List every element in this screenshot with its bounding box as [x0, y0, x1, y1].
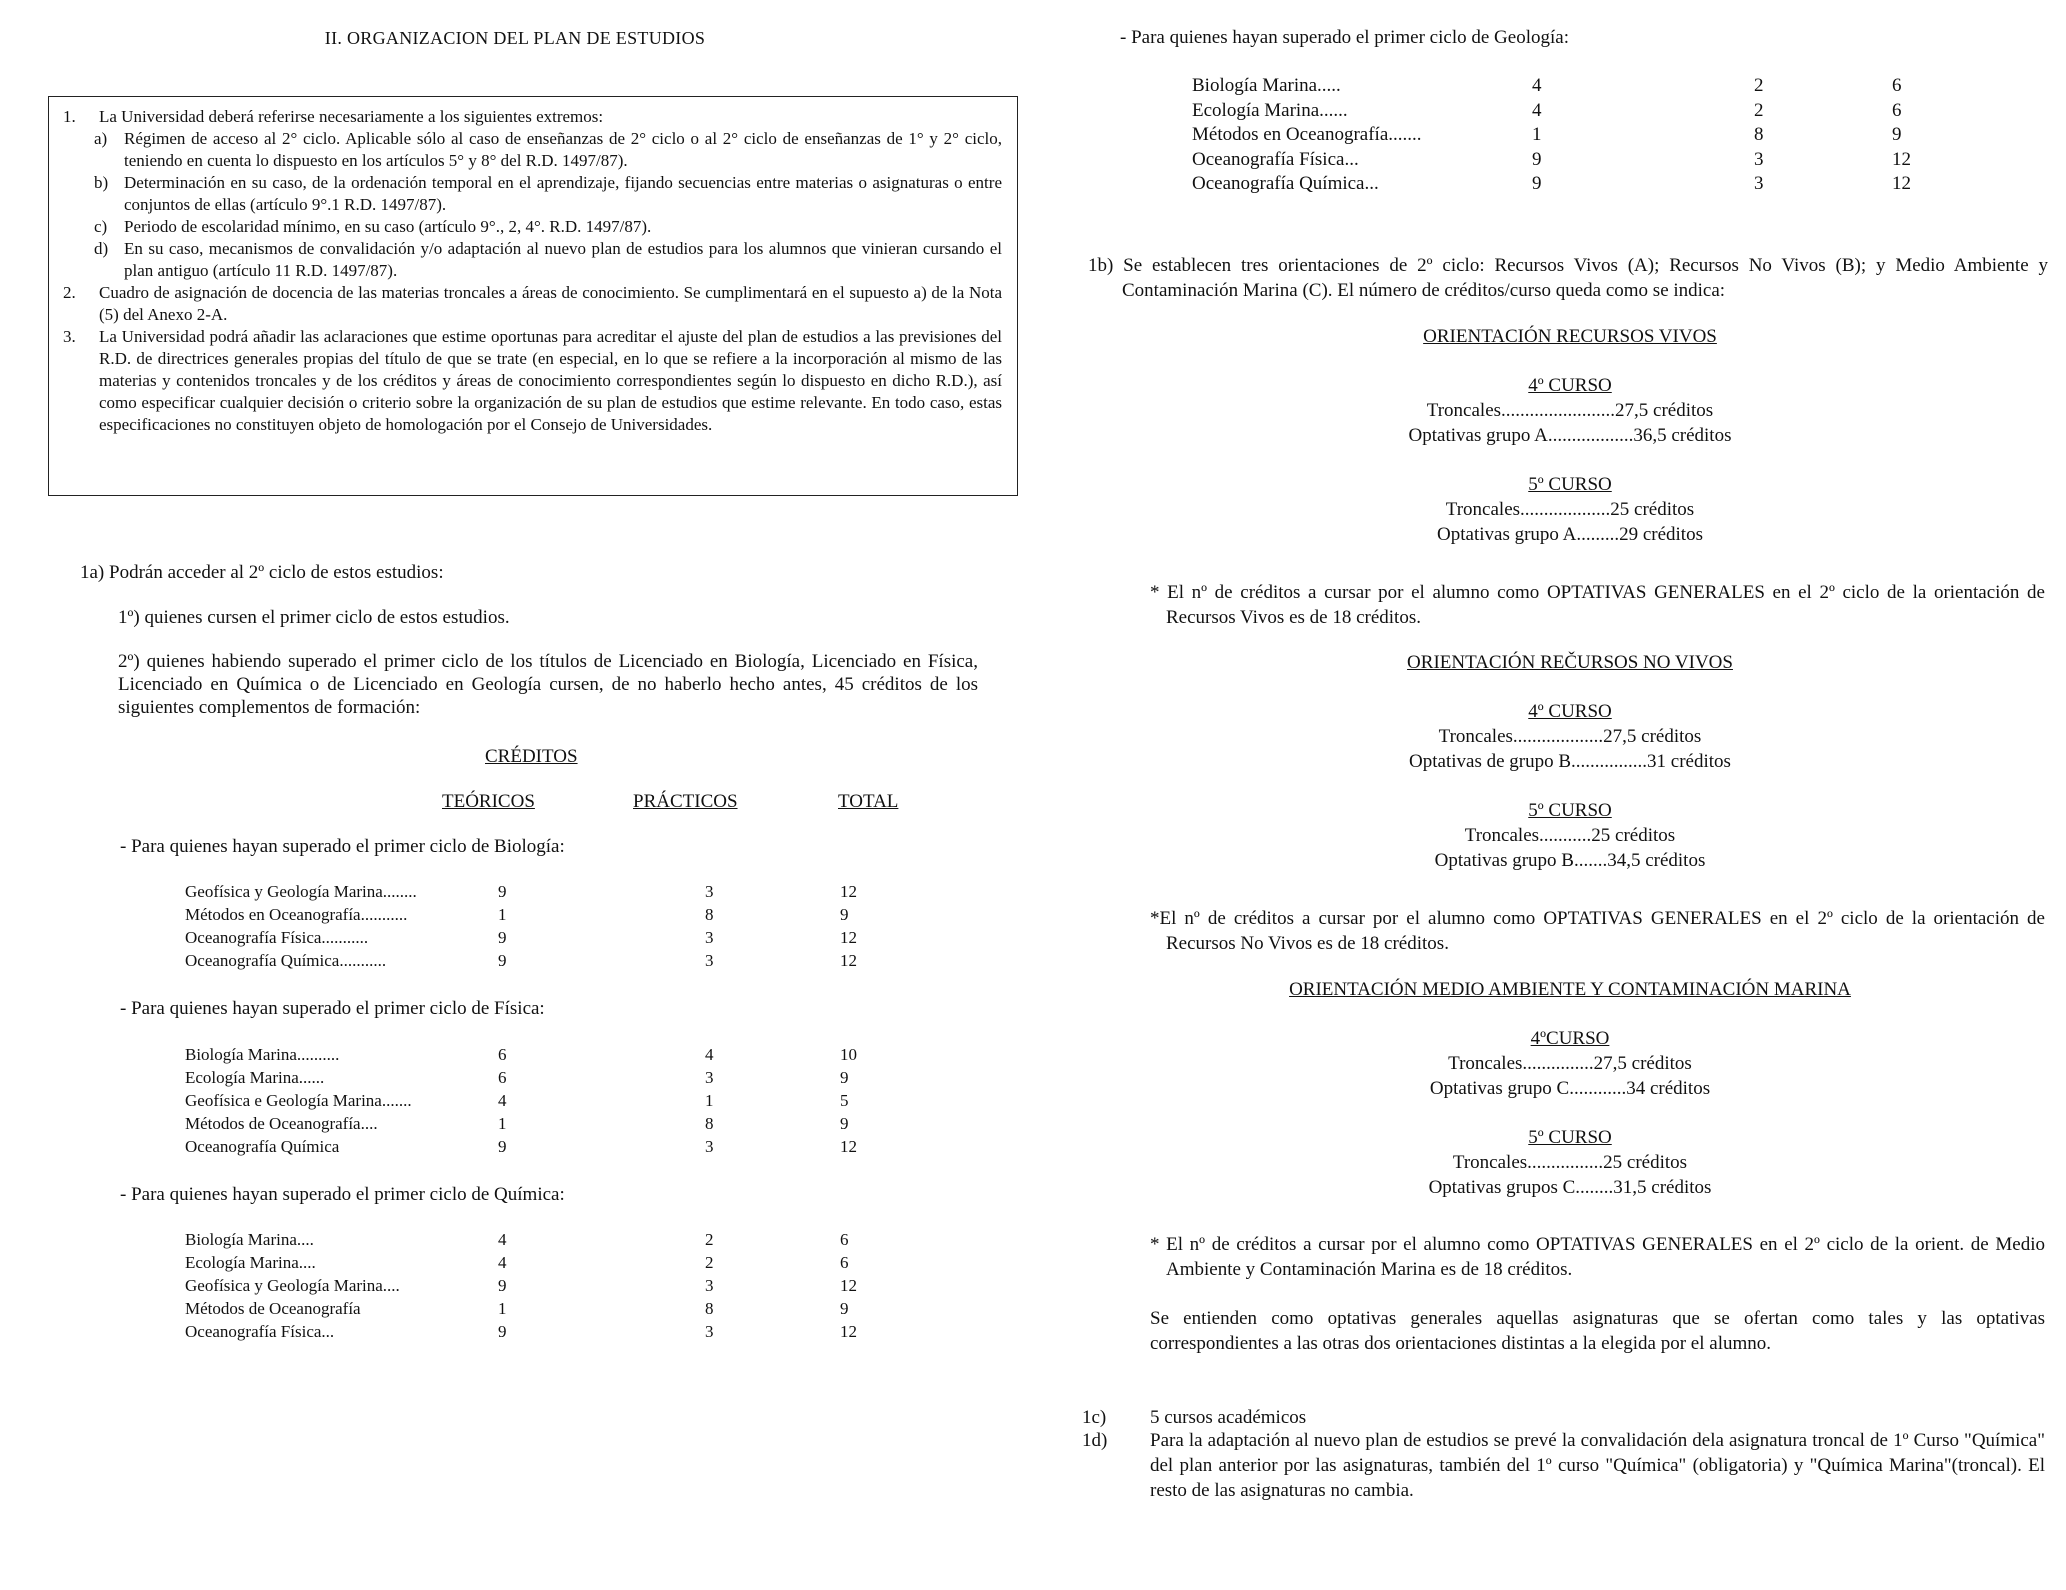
table-row: Geofísica y Geología Marina.... 9 3 12 [185, 1276, 857, 1295]
access-item-1: 1º) quienes cursen el primer ciclo de estos estudios. [118, 607, 510, 628]
paragraph-1b: 1b) Se establecen tres orientaciones de 2º ciclo: Recursos Vivos (A); Recursos No Vivos (B); y Medio Ambiente y Contaminación Marina (C). El número de créditos/curso queda como se indica: [1088, 255, 2048, 301]
paragraph-1d-num: 1d) [1082, 1430, 1108, 1451]
group-heading-fisica: - Para quienes hayan superado el primer ciclo de Física: [120, 998, 545, 1019]
table-geologia [1192, 74, 1911, 197]
table-quimica [185, 1228, 857, 1343]
table-row: Oceanografía Química........... 9 3 12 [185, 951, 857, 970]
course-5-optativas: Optativas grupos C........31,5 créditos [1428, 1177, 1712, 1198]
orientation-title: ORIENTACIÓN REČURSOS NO VIVOS [1407, 652, 1733, 673]
access-item-2: 2º) quienes habiendo superado el primer ciclo de los títulos de Licenciado en Biología, Licenciado en Física, Licenciado en Química o de Licenciado en Geología cursen, de no haberlo hecho antes, 45 créditos de los siguientes complementos de formación: [118, 651, 978, 718]
course-5-troncales: Troncales................25 créditos [1452, 1152, 1688, 1173]
course-4-troncales: Troncales........................27,5 créditos [1426, 400, 1714, 421]
table-row: Geofísica e Geología Marina....... 4 1 5 [185, 1091, 849, 1110]
access-intro: 1a) Podrán acceder al 2º ciclo de estos estudios: [80, 562, 444, 583]
table-row: Biología Marina..... 4 2 6 [1192, 75, 1902, 96]
table-fisica [185, 1043, 857, 1158]
table-row: Métodos de Oceanografía 1 8 9 [185, 1299, 849, 1318]
page-title: II. ORGANIZACION DEL PLAN DE ESTUDIOS [324, 28, 706, 48]
table-row: Oceanografía Física... 9 3 12 [1192, 148, 1911, 170]
table-row: Ecología Marina...... 4 2 6 [1192, 99, 1902, 121]
table-row: Ecología Marina.... 4 2 6 [185, 1253, 849, 1272]
course-4-optativas: Optativas grupo C............34 créditos [1429, 1078, 1711, 1099]
creditos-header: CRÉDITOS [485, 746, 578, 767]
col-total: TOTAL [838, 791, 899, 812]
table-row: Oceanografía Física... 9 3 12 [185, 1322, 857, 1341]
optativas-generales-note: Se entienden como optativas generales aquellas asignaturas que se ofertan como tales y las optativas correspondientes a las otras dos orientaciones distintas a la elegida por el alumno. [1150, 1308, 2045, 1354]
orientation-recursos-no-vivos [1200, 650, 1940, 873]
course-4-troncales: Troncales...............27,5 créditos [1448, 1053, 1692, 1074]
instructions-box: 1. La Universidad deberá referirse necesariamente a los siguientes extremos: a) Régimen de acceso al 2° ciclo. Aplicable sólo al caso de enseñanzas de 2° ciclo o al 2° ciclo de enseñanzas de 1° y 2° ciclo, teniendo en cuenta lo dispuesto en los artículos 5° y 8° del R.D. 1497/87). b) Determinación en su caso, de la ordenación temporal en el aprendizaje, fijando secuencias entre materias o asignaturas o entre conjuntos de ellas (artículo 9°.1 R.D. 1497/87). c) Periodo de escolaridad mínimo, en su caso (artículo 9°., 2, 4°. R.D. 1497/87). d) En su caso, mecanismos de convalidación y/o adaptación al nuevo plan de estudios para los alumnos que vinieran cursando el plan antiguo (artículo 11 R.D. 1497/87). 2. Cuadro de asignación de docencia de las materias troncales a áreas de conocimiento. Se cumplimentará en el supuesto a) de la Nota (5) del Anexo 2-A. 3. La Universidad podrá añadir las aclaraciones que estime oportunas para acreditar el ajuste del plan de estudios a las previsiones del R.D. de directrices generales propias del título de que se trate (en especial, en lo que se refiere a la incorporación al mismo de las materias y contenidos troncales y de los créditos y áreas de conocimiento correspondientes según lo dispuesto en dicho R.D.), así como especificar cualquier decisión o criterio sobre la organización de su plan de estudios que estime relevante. En todo caso, estas especificaciones no constituyen objeto de homologación por el Consejo de Universidades. [48, 96, 1018, 496]
course-5-troncales: Troncales...................25 créditos [1445, 499, 1695, 520]
orientation-title: ORIENTACIÓN MEDIO AMBIENTE Y CONTAMINACIÓN MARINA [1289, 979, 1851, 1000]
note-medio-ambiente: * El nº de créditos a cursar por el alumno como OPTATIVAS GENERALES en el 2º ciclo de la orient. de Medio Ambiente y Contaminación Marina es de 18 créditos. [1150, 1234, 2045, 1280]
table-biologia [185, 880, 857, 972]
orientation-medio-ambiente [1200, 977, 1940, 1200]
note-recursos-no-vivos: *El nº de créditos a cursar por el alumno como OPTATIVAS GENERALES en el 2º ciclo de la orientación de Recursos No Vivos es de 18 créditos. [1150, 908, 2045, 954]
paragraph-1c: 5 cursos académicos [1150, 1407, 1307, 1428]
course-5-heading: 5º CURSO [1528, 474, 1612, 495]
orientation-title: ORIENTACIÓN RECURSOS VIVOS [1423, 326, 1717, 347]
paragraph-1c-num: 1c) [1082, 1407, 1107, 1428]
course-5-heading: 5º CURSO [1528, 1127, 1612, 1148]
course-5-optativas: Optativas grupo A.........29 créditos [1437, 524, 1703, 545]
table-row: Métodos en Oceanografía....... 1 8 9 [1192, 124, 1902, 145]
table-row: Métodos en Oceanografía........... 1 8 9 [185, 905, 849, 924]
course-4-heading: 4º CURSO [1528, 375, 1612, 396]
group-heading-quimica: - Para quienes hayan superado el primer ciclo de Química: [120, 1184, 565, 1205]
table-row: Biología Marina.... 4 2 6 [185, 1230, 849, 1249]
group-heading-biologia: - Para quienes hayan superado el primer ciclo de Biología: [120, 836, 565, 857]
table-row: Oceanografía Química... 9 3 12 [1192, 173, 1911, 194]
course-4-troncales: Troncales...................27,5 créditos [1438, 726, 1702, 747]
col-teoricos: TEÓRICOS [442, 791, 535, 812]
table-row: Oceanografía Química 9 3 12 [185, 1137, 857, 1156]
table-row: Ecología Marina...... 6 3 9 [185, 1068, 849, 1087]
group-heading-geologia: - Para quienes hayan superado el primer ciclo de Geología: [1120, 27, 1569, 48]
course-4-optativas: Optativas grupo A..................36,5 créditos [1408, 425, 1732, 446]
paragraph-1d: Para la adaptación al nuevo plan de estudios se prevé la convalidación dela asignatura troncal de 1º Curso "Química" del plan anterior por las asignaturas, también del 1º curso "Química" (obligatoria) y "Química Marina"(troncal). El resto de las asignaturas no cambia. [1150, 1430, 2045, 1501]
course-5-optativas: Optativas grupo B.......34,5 créditos [1434, 850, 1706, 871]
course-4-heading: 4ºCURSO [1530, 1028, 1610, 1049]
col-practicos: PRÁCTICOS [633, 791, 738, 812]
table-row: Métodos de Oceanografía.... 1 8 9 [185, 1114, 849, 1133]
course-4-optativas: Optativas de grupo B................31 créditos [1409, 751, 1731, 772]
course-5-heading: 5º CURSO [1528, 800, 1612, 821]
orientation-recursos-vivos [1200, 324, 1940, 547]
table-row: Geofísica y Geología Marina........ 9 3 12 [185, 882, 857, 901]
table-row: Biología Marina.......... 6 4 10 [185, 1045, 857, 1064]
note-recursos-vivos: * El nº de créditos a cursar por el alumno como OPTATIVAS GENERALES en el 2º ciclo de la orientación de Recursos Vivos es de 18 créditos. [1150, 582, 2045, 628]
table-row: Oceanografía Física........... 9 3 12 [185, 928, 857, 947]
course-5-troncales: Troncales...........25 créditos [1464, 825, 1676, 846]
course-4-heading: 4º CURSO [1528, 701, 1612, 722]
